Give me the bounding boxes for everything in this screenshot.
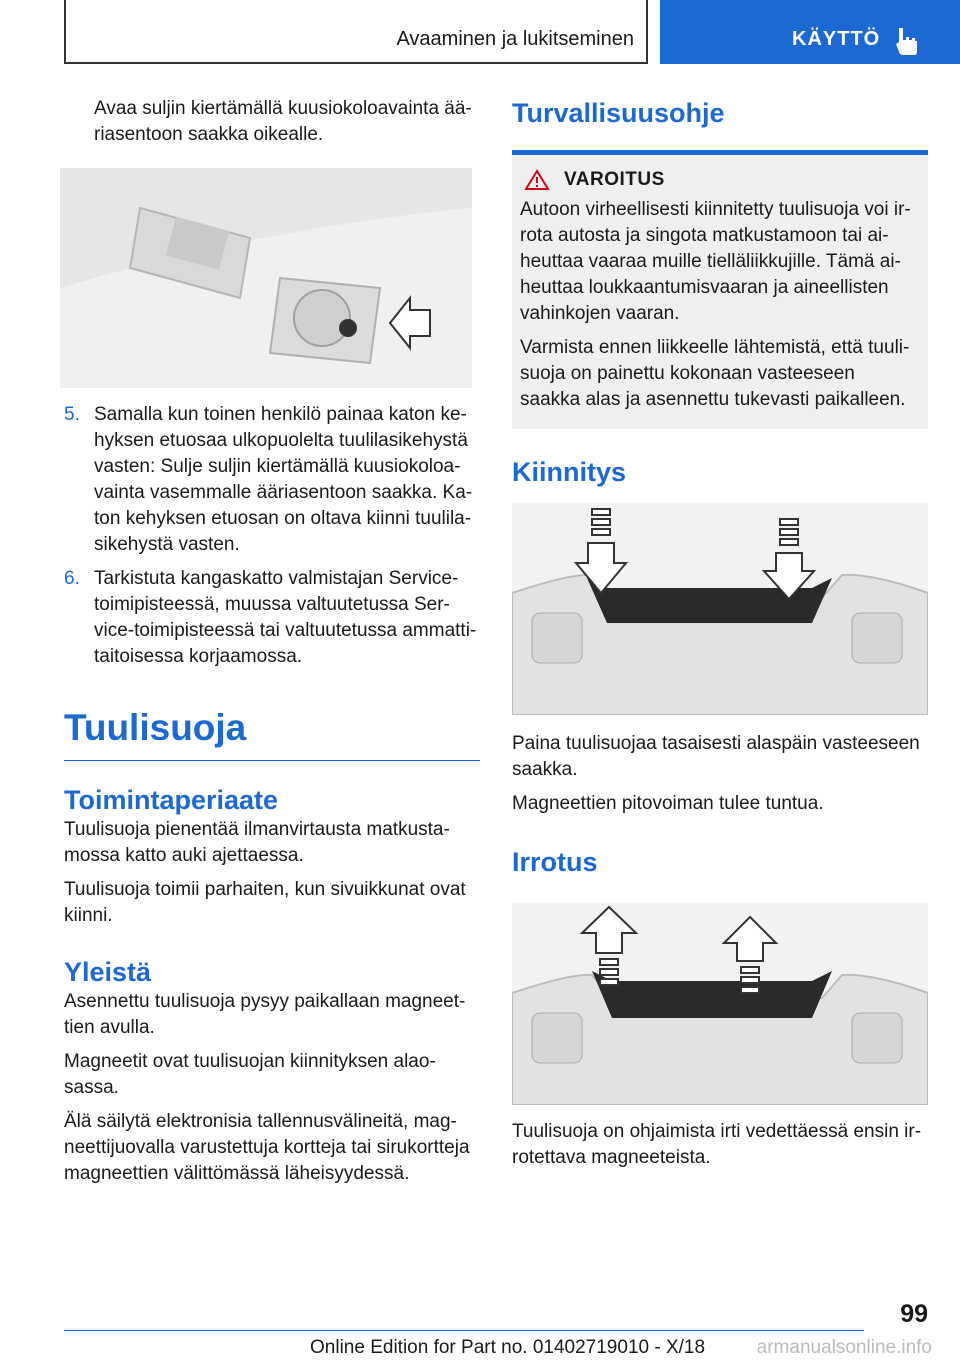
kiinnitys-p1: Paina tuulisuojaa tasaisesti alaspäin vasteeseen saakka.	[512, 733, 920, 780]
yleista-p1: Asennettu tuulisuoja pysyy paikallaan magneet-tien avulla.	[64, 991, 466, 1038]
footer-edition: Online Edition for Part no. 01402719010 - X/18	[310, 1337, 706, 1358]
hand-pointer-icon	[893, 26, 921, 56]
step-5	[64, 402, 480, 558]
footer-watermark: armanualsonline.info	[756, 1337, 932, 1358]
warning-triangle-icon	[524, 169, 550, 191]
chapter-heading: Tuulisuoja	[64, 706, 480, 761]
attach-figure	[512, 503, 928, 715]
kiinnitys-heading: Kiinnitys	[512, 457, 627, 487]
right-column	[512, 96, 928, 1179]
toimintaperiaate-heading: Toimintaperiaate	[64, 785, 279, 815]
shutter-lock-figure	[60, 168, 472, 388]
header-chapter-label: KÄYTTÖ	[792, 28, 881, 50]
detach-figure	[512, 903, 928, 1105]
step-6	[64, 566, 480, 670]
toimintaperiaate-p1: Tuulisuoja pienentää ilmanvirtausta matkusta-mossa katto auki ajettaessa.	[64, 819, 450, 866]
warning-p1: Autoon virheellisesti kiinnitetty tuulisuoja voi ir-rota autosta ja singota matkustamoon tai ai-heuttaa vaaraa muille tielläliikkujille. Tämä ai-heuttaa loukkaantumisvaaran ja aineellisten vahinkojen vaaran.	[520, 199, 911, 324]
warning-box	[512, 150, 928, 429]
header-section-box	[64, 0, 648, 64]
safety-heading: Turvallisuusohje	[512, 98, 725, 128]
irrotus-heading: Irrotus	[512, 847, 598, 877]
yleista-p3: Älä säilytä elektronisia tallennusvälineitä, mag-neettijuovalla varustettuja kortteja tai sirukortteja magneettien välittömässä läheisyydessä.	[64, 1111, 470, 1184]
step-6-text: Tarkistuta kangaskatto valmistajan Service-toimipisteessä, muussa valtuutetussa Ser-vice-toimipisteessä tai valtuutetussa ammatti-taitoisessa korjaamossa.	[94, 568, 477, 667]
toimintaperiaate-p2: Tuulisuoja toimii parhaiten, kun sivuikkunat ovat kiinni.	[64, 879, 466, 926]
intro-paragraph: Avaa suljin kiertämällä kuusiokoloavainta ää-riasentoon saakka oikealle.	[94, 98, 472, 145]
left-column	[64, 96, 480, 1195]
step-5-number: 5.	[64, 404, 80, 425]
footer-rule	[64, 1330, 864, 1331]
header-section-title: Avaaminen ja lukitseminen	[396, 28, 634, 50]
step-5-text: Samalla kun toinen henkilö painaa katon ke-hyksen etuosaa ulkopuolelta tuulilasikehystä vasten: Sulje suljin kiertämällä kuusiokoloa-vainta vasemmalle ääriasentoon saakka. Ka-ton kehyksen etuosan on oltava kiinni tuulila-sikehystä vasten.	[94, 404, 473, 555]
page-number: 99	[900, 1300, 928, 1328]
irrotus-p1: Tuulisuoja on ohjaimista irti vedettäessä ensin ir-rotettava magneeteista.	[512, 1121, 922, 1168]
kiinnitys-p2: Magneettien pitovoiman tulee tuntua.	[512, 793, 824, 814]
step-6-number: 6.	[64, 568, 80, 589]
yleista-p2: Magneetit ovat tuulisuojan kiinnityksen alao-sassa.	[64, 1051, 436, 1098]
yleista-heading: Yleistä	[64, 957, 152, 987]
warning-p2: Varmista ennen liikkeelle lähtemistä, että tuuli-suoja on painettu kokonaan vasteeseen saakka alas ja asennettu tukevasti paikalleen.	[520, 337, 910, 410]
warning-label: VAROITUS	[564, 169, 665, 190]
